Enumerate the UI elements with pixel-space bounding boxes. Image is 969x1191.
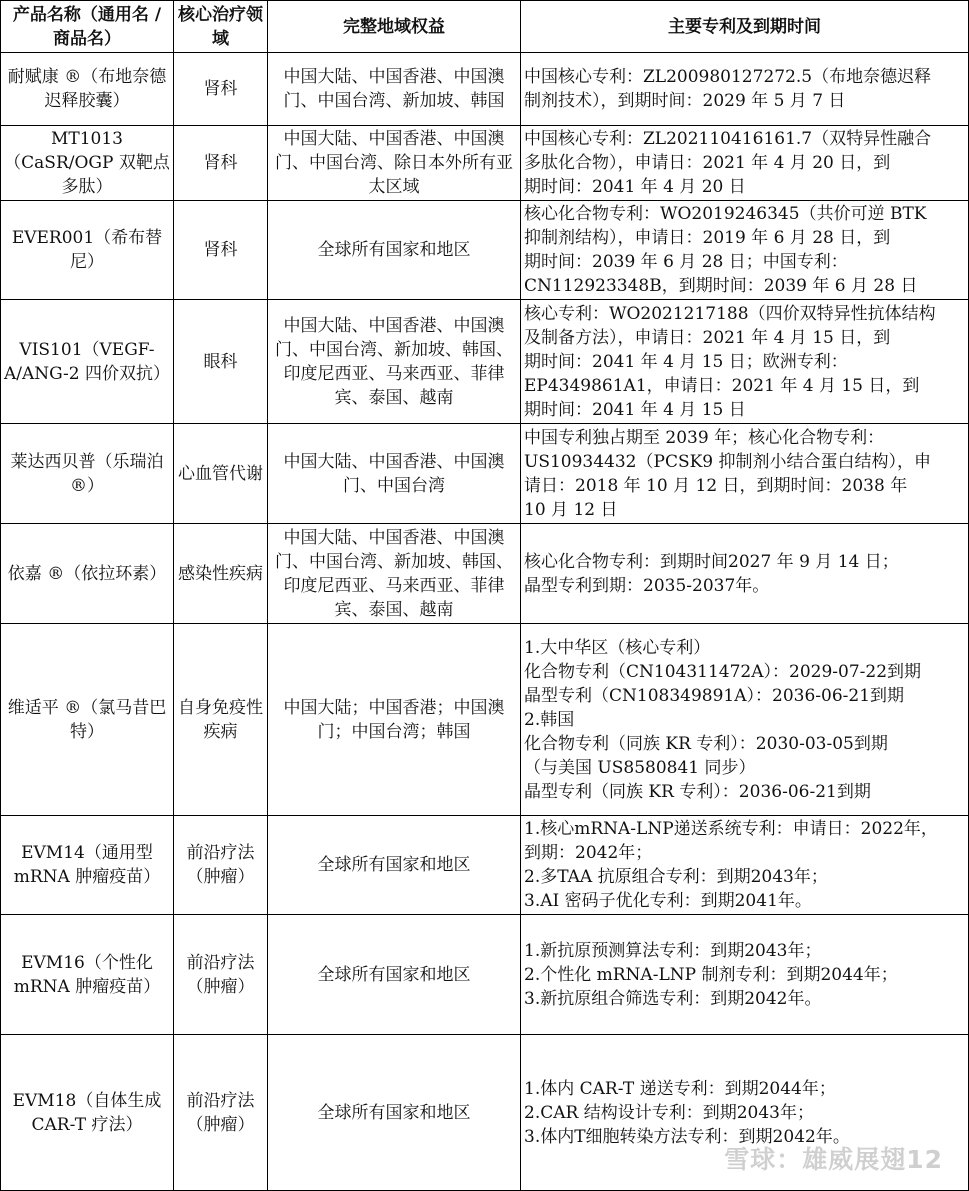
cell-area: 肾科 [174, 126, 268, 201]
patent-line: 晶型专利（同族 KR 专利）：2036-06-21到期 [524, 781, 871, 802]
cell-product: EVM18（自体生成CAR-T 疗法） [1, 1035, 174, 1191]
patent-line: 核心化合物专利：WO2019246345（共价可逆 BTK [524, 204, 927, 224]
patent-line: 10 月 12 日 [524, 499, 618, 520]
patent-line: 1.核心mRNA-LNP递送系统专利：申请日：2022年， [524, 819, 938, 839]
patent-line: 晶型专利到期：2035-2037年。 [524, 575, 770, 596]
header-patent: 主要专利及到期时间 [521, 1, 969, 53]
patent-line: 中国专利独占期至 2039 年；核心化合物专利： [524, 427, 885, 448]
cell-area: 自身免疫性疾病 [174, 624, 268, 816]
cell-area: 前沿疗法（肿瘤） [174, 915, 268, 1035]
table-row [1, 624, 969, 816]
table-row [1, 816, 969, 915]
header-territory: 完整地域权益 [268, 1, 521, 53]
cell-product: 莱达西贝普（乐瑞泊 ®） [1, 424, 174, 524]
patent-line: 抑制剂结构），申请日：2019 年 6 月 28 日，到 [524, 228, 891, 248]
patent-line: 2.多TAA 抗原组合专利：到期2043年； [524, 867, 828, 887]
cell-area: 心血管代谢 [174, 424, 268, 524]
table-row [1, 524, 969, 624]
patent-line: EP4349861A1，申请日：2021 年 4 月 15 日，到 [524, 375, 920, 396]
cell-product: EVM14（通用型 mRNA 肿瘤疫苗） [1, 816, 174, 915]
patent-line: 2.个性化 mRNA-LNP 制剂专利：到期2044年； [524, 964, 898, 985]
patent-line: 化合物专利（CN104311472A）：2029-07-22到期 [524, 661, 922, 682]
patent-line: 晶型专利（CN108349891A）：2036-06-21到期 [524, 685, 905, 706]
cell-territory: 中国大陆、中国香港、中国澳门、中国台湾 [268, 424, 521, 524]
cell-patent [521, 53, 969, 126]
patent-line: 及制备方法），申请日：2021 年 4 月 15 日，到 [524, 327, 891, 348]
patent-line: （与美国 US8580841 同步） [524, 757, 756, 778]
cell-product: VIS101（VEGF-A/ANG-2 四价双抗） [1, 300, 174, 424]
patent-line: 中国核心专利：ZL200980127272.5（布地奈德迟释 [524, 67, 932, 87]
cell-territory: 全球所有国家和地区 [268, 201, 521, 300]
cell-territory: 中国大陆、中国香港、中国澳门、中国台湾、除日本外所有亚太区域 [268, 126, 521, 201]
cell-patent [521, 624, 969, 816]
cell-area: 眼科 [174, 300, 268, 424]
patent-line: 1.体内 CAR-T 递送专利：到期2044年； [524, 1078, 836, 1099]
cell-product: EVER001（希布替尼） [1, 201, 174, 300]
patent-line: 多肽化合物），申请日：2021 年 4 月 20 日，到 [524, 153, 891, 173]
cell-area: 感染性疾病 [174, 524, 268, 624]
cell-territory: 全球所有国家和地区 [268, 816, 521, 915]
cell-patent [521, 424, 969, 524]
cell-patent [521, 201, 969, 300]
cell-patent [521, 816, 969, 915]
patent-line: 核心化合物专利：到期时间2027 年 9 月 14 日； [524, 551, 899, 572]
patent-line: 中国核心专利：ZL202110416161.7（双特异性融合 [524, 129, 932, 149]
patent-line: CN112923348B，到期时间：2039 年 6 月 28 日 [524, 276, 918, 296]
cell-area: 肾科 [174, 201, 268, 300]
patent-line: 2.韩国 [524, 709, 575, 730]
cell-patent [521, 300, 969, 424]
cell-product: 依嘉 ®（依拉环素） [1, 524, 174, 624]
header-area: 核心治疗领域 [174, 1, 268, 53]
patent-line: 期时间：2041 年 4 月 20 日 [524, 177, 746, 197]
patent-line: 制剂技术），到期时间：2029 年 5 月 7 日 [524, 91, 846, 111]
header-row [1, 1, 969, 53]
table-row [1, 126, 969, 201]
cell-product: EVM16（个性化 mRNA 肿瘤疫苗） [1, 915, 174, 1035]
cell-territory: 中国大陆；中国香港；中国澳门；中国台湾；韩国 [268, 624, 521, 816]
patent-line: 到期：2042年； [524, 843, 653, 863]
table-row [1, 424, 969, 524]
cell-patent [521, 126, 969, 201]
patent-line: 化合物专利（同族 KR 专利）：2030-03-05到期 [524, 733, 888, 754]
header-product: 产品名称（通用名 / 商品名） [1, 1, 174, 53]
patent-line: 3.AI 密码子优化专利：到期2041年。 [524, 891, 812, 911]
patent-line: 1.新抗原预测算法专利：到期2043年； [524, 940, 822, 961]
patent-line: 2.CAR 结构设计专利：到期2043年； [524, 1102, 814, 1123]
cell-territory: 中国大陆、中国香港、中国澳门、中国台湾、新加坡、韩国 [268, 53, 521, 126]
cell-area: 前沿疗法（肿瘤） [174, 1035, 268, 1191]
patent-line: 请日：2018 年 10 月 12 日，到期时间：2038 年 [524, 475, 908, 496]
patent-line: US10934432（PCSK9 抑制剂小结合蛋白结构），申 [524, 451, 932, 472]
table-row [1, 300, 969, 424]
patent-line: 期时间：2041 年 4 月 15 日；欧洲专利： [524, 351, 848, 372]
cell-product: MT1013（CaSR/OGP 双靶点多肽） [1, 126, 174, 201]
patent-line: 1.大中华区（核心专利） [524, 637, 711, 658]
table-row [1, 53, 969, 126]
cell-area: 前沿疗法（肿瘤） [174, 816, 268, 915]
cell-territory: 中国大陆、中国香港、中国澳门、中国台湾、新加坡、韩国、印度尼西亚、马来西亚、菲律宾、泰国、越南 [268, 300, 521, 424]
cell-product: 耐赋康 ®（布地奈德迟释胶囊） [1, 53, 174, 126]
table-row [1, 915, 969, 1035]
watermark: 雪球：雄威展翅12 [724, 1145, 943, 1174]
patent-line: 3.新抗原组合筛选专利：到期2042年。 [524, 988, 822, 1009]
cell-territory: 全球所有国家和地区 [268, 915, 521, 1035]
cell-patent [521, 915, 969, 1035]
cell-territory: 全球所有国家和地区 [268, 1035, 521, 1191]
cell-patent [521, 524, 969, 624]
cell-territory: 中国大陆、中国香港、中国澳门、中国台湾、新加坡、韩国、印度尼西亚、马来西亚、菲律宾、泰国、越南 [268, 524, 521, 624]
patent-line: 3.体内T细胞转染方法专利：到期2042年。 [524, 1126, 850, 1147]
cell-area: 肾科 [174, 53, 268, 126]
cell-product: 维适平 ®（氯马昔巴特） [1, 624, 174, 816]
table-row [1, 201, 969, 300]
patent-line: 期时间：2041 年 4 月 15 日 [524, 399, 746, 420]
patent-line: 核心专利：WO2021217188（四价双特异性抗体结构 [524, 303, 936, 324]
patent-line: 期时间：2039 年 6 月 28 日；中国专利： [524, 252, 848, 272]
